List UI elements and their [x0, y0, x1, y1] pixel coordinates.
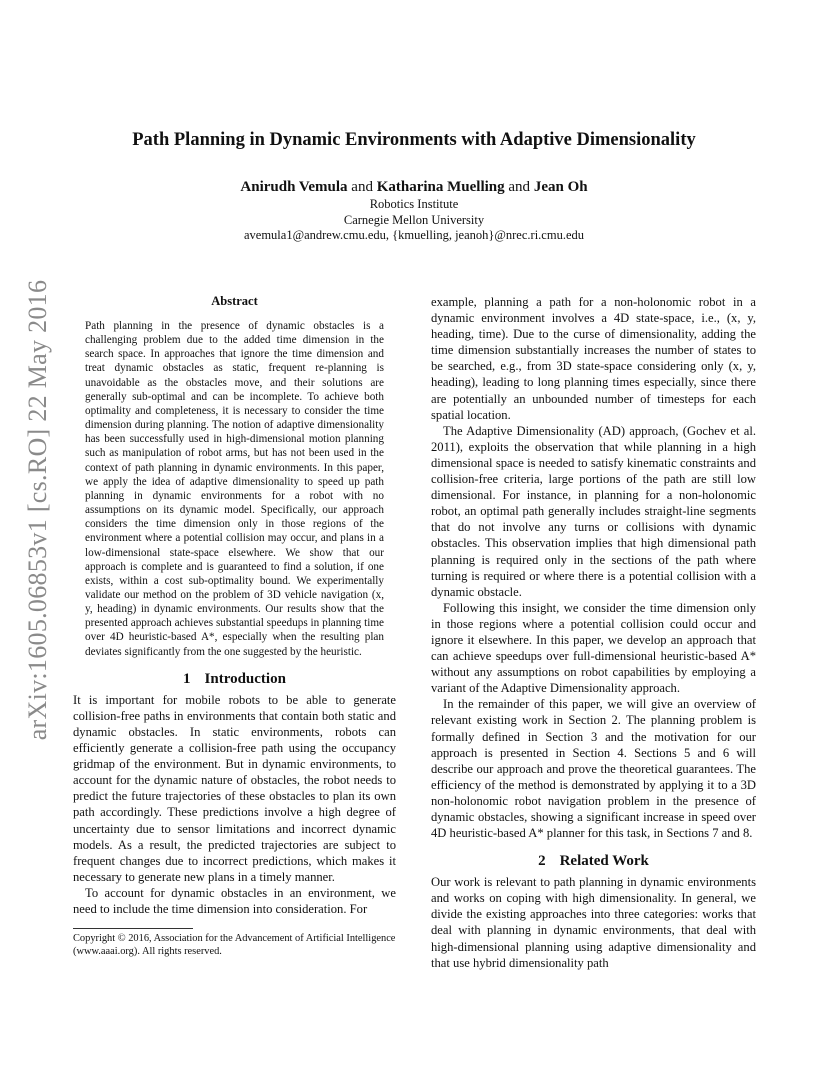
section-number: 2	[538, 853, 546, 870]
author-name: Jean Oh	[533, 179, 588, 195]
intro-paragraph-3: example, planning a path for a non-holonomic robot in a dynamic environment involves a 4D state-space, i.e., (x, y, heading, time). Due to the curse of dimensionality, adding the time dimension substantially increases the number of states to be searched, e.g., from 3D state-space considering only (x, y, heading), leading to long planning times especially, since there are potentially an unbounded number of timesteps for each spatial location.	[431, 295, 756, 422]
institute: Robotics Institute	[369, 197, 459, 211]
section-title: Related Work	[559, 853, 649, 870]
left-column	[73, 294, 396, 917]
author-name: Anirudh Vemula	[240, 179, 348, 195]
affiliation-block	[60, 197, 768, 244]
section-heading-related-work	[431, 853, 756, 870]
author-separator: and	[351, 179, 373, 195]
right-column	[431, 294, 756, 971]
intro-paragraph-1: It is important for mobile robots to be able to generate collision-free paths in environments that contain both static and dynamic obstacles. In static environments, robots can efficiently generate a collision-free path using the occupancy gridmap of the environment. But in dynamic environments, to account for the dynamic nature of obstacles, the robot needs to predict the future trajectories of these obstacles to plan its own path accordingly. These predictions involve a high degree of uncertainty due to sensor limitations and incorrect dynamic models. As a result, the predicted trajectories are subject to frequent changes due to incorrect predictions, which makes it necessary to generate new plans in a timely manner.	[73, 692, 396, 884]
author-line	[60, 179, 768, 196]
author-name: Katharina Muelling	[376, 179, 505, 195]
intro-paragraph-2: To account for dynamic obstacles in an environment, we need to include the time dimension into consideration. For	[73, 885, 396, 916]
section-title: Introduction	[204, 670, 286, 687]
author-emails: avemula1@andrew.cmu.edu, {kmuelling, jeanoh}@nrec.ri.cmu.edu	[243, 228, 584, 242]
intro-paragraph-6: In the remainder of this paper, we will give an overview of relevant existing work in Section 2. The planning problem is formally defined in Section 3 and the motivation for our approach is presented in Section 4. Sections 5 and 6 will describe our approach and prove the theoretical guarantees. The efficiency of the method is demonstrated by applying it to a 3D non-holonomic robot navigation problem in the presence of dynamic obstacles, showing a significant increase in speed over 4D heuristic-based A* planner for this task, in Sections 7 and 8.	[431, 697, 756, 841]
intro-paragraph-5: Following this insight, we consider the time dimension only in those regions where a potential collision could occur and ignore it elsewhere. In this paper, we develop an approach that can achieve speedups over full-dimensional heuristic-based A* without any assumptions on robot capabilities by employing a variant of the Adaptive Dimensionality approach.	[431, 600, 756, 696]
related-paragraph-1: Our work is relevant to path planning in dynamic environments and works on coping with high dimensionality. In general, we divide the existing approaches into three categories: works that deal with planning in dynamic environments, that deal with high-dimensional planning using adaptive dimensionality and that use hybrid dimensionality path	[431, 875, 756, 970]
copyright-notice: Copyright © 2016, Association for the Advancement of Artificial Intelligence (www.aaai.org). All rights reserved.	[73, 933, 396, 957]
abstract-body: Path planning in the presence of dynamic obstacles is a challenging problem due to the added time dimension in the search space. In approaches that ignore the time dimension and treat dynamic obstacles as static, frequent re-planning is unavoidable as the obstacles move, and their solutions are generally sub-optimal and can be incomplete. To achieve both optimality and completeness, it is necessary to consider the time dimension during planning. The notion of adaptive dimensionality has been successfully used in high-dimensional motion planning such as manipulation of robot arms, but has not been used in the context of path planning in dynamic environments. In this paper, we apply the idea of adaptive dimensionality to speed up path planning in dynamic environments for a robot with no assumptions on its dynamic model. Specifically, our approach considers the time dimension only in those regions of the environment where a potential collision may occur, and plans in a low-dimensional state-space elsewhere. We show that our approach is complete and is guaranteed to find a solution, if one exists, within a cost sub-optimality bound. We experimentally validate our method on the problem of 3D vehicle navigation (x, y, heading) in dynamic environments. Our results show that the presented approach achieves substantial speedups in planning time over 4D heuristic-based A*, especially when the resulting plan deviates significantly from the one suggested by the heuristic.	[85, 320, 384, 658]
arxiv-stamp	[18, 270, 58, 750]
abstract-heading: Abstract	[211, 294, 258, 308]
intro-paragraph-4: The Adaptive Dimensionality (AD) approach, (Gochev et al. 2011), exploits the observation that while planning in a high dimensional space is needed to satisfy kinematic constraints and collision-free criteria, large portions of the path are still low dimensional. For instance, in planning for a non-holonomic robot, an optimal path generally includes straight-line segments that do not involve any turns or collisions with dynamic obstacles. This observation implies that high dimensional path planning is required only in the sections of the path where turning is required or where there is a potential collision with a dynamic obstacle.	[431, 423, 756, 599]
paper-title: Path Planning in Dynamic Environments with Adaptive Dimensionality	[132, 130, 696, 150]
author-separator: and	[508, 179, 531, 195]
footnote-rule	[73, 928, 193, 929]
section-heading-introduction	[73, 671, 396, 688]
university: Carnegie Mellon University	[343, 212, 485, 227]
arxiv-stamp-text: arXiv:1605.06853v1 [cs.RO] 22 May 2016	[23, 279, 52, 741]
section-number: 1	[183, 670, 191, 687]
